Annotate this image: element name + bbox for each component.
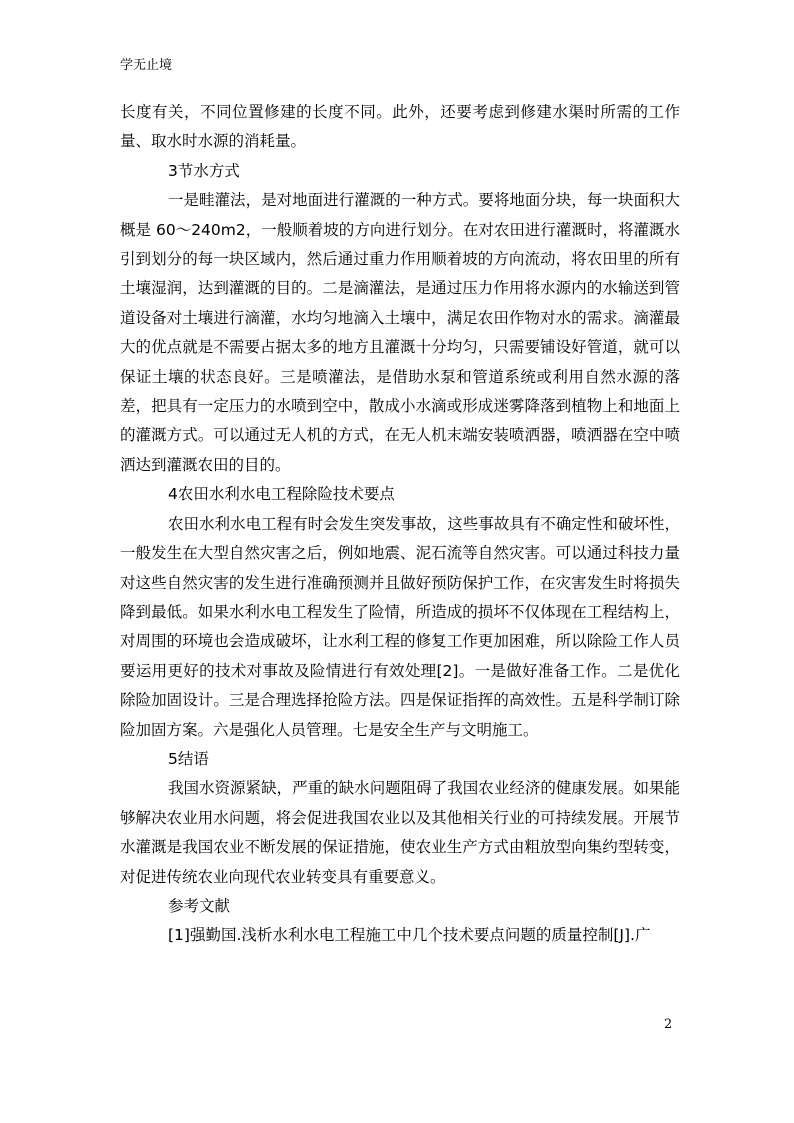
running-header: 学无止境 [120,58,173,73]
paragraph-irrigation-methods: 一是畦灌法，是对地面进行灌溉的一种方式。要将地面分块，每一块面积大概是 60～240m2，一般顺着坡的方向进行划分。在对农田进行灌溉时，将灌溉水引到划分的每一块区域内，然后通过重力作用顺着坡的方向流动，将农田里的所有土壤湿润，达到灌溉的目的。二是滴灌法，是通过压力作用将水源内的水输送到管道设备对土壤进行滴灌，水均匀地滴入土壤中，满足农田作物对水的需求。滴灌最大的优点就是不需要占据太多的地方且灌溉十分均匀，只需要铺设好管道，就可以保证土壤的状态良好。三是喷灌法，是借助水泵和管道系统或利用自然水源的落差，把具有一定压力的水喷到空中，散成小水滴或形成迷雾降落到植物上和地面上的灌溉方式。可以通过无人机的方式，在无人机末端安装喷洒器，喷洒器在空中喷洒达到灌溉农田的目的。 [120,191,680,474]
paragraph-continuation: 长度有关，不同位置修建的长度不同。此外，还要考虑到修建水渠时所需的工作量、取水时水源的消耗量。 [120,103,680,151]
paragraph-conclusion: 我国水资源紧缺，严重的缺水问题阻碍了我国农业经济的健康发展。如果能够解决农业用水问题，将会促进我国农业以及其他相关行业的可持续发展。开展节水灌溉是我国农业不断发展的保证措施，使农业生产方式由粗放型向集约型转变，对促进传统农业向现代农业转变具有重要意义。 [120,779,680,886]
section-heading-risk-removal: 4农田水利水电工程除险技术要点 [168,485,395,504]
page-number: 2 [664,1017,673,1032]
body-text [120,98,680,951]
section-heading-conclusion: 5结语 [168,749,209,768]
section-heading-water-saving: 3节水方式 [168,161,240,180]
section-heading-references: 参考文献 [168,896,231,915]
paragraph-risk-removal: 农田水利水电工程有时会发生突发事故，这些事故具有不确定性和破坏性，一般发生在大型自然灾害之后，例如地震、泥石流等自然灾害。可以通过科技力量对这些自然灾害的发生进行准确预测并且做好预防保护工作，在灾害发生时将损失降到最低。如果水利水电工程发生了险情，所造成的损坏不仅体现在工程结构上，对周围的环境也会造成破坏，让水利工程的修复工作更加困难，所以除险工作人员要运用更好的技术对事故及险情进行有效处理[2]。一是做好准备工作。二是优化除险加固设计。三是合理选择抢险方法。四是保证指挥的高效性。五是科学制订除险加固方案。六是强化人员管理。七是安全生产与文明施工。 [120,514,680,739]
reference-item: [1]强勤国.浅析水利水电工程施工中几个技术要点问题的质量控制[J].广 [168,926,651,945]
